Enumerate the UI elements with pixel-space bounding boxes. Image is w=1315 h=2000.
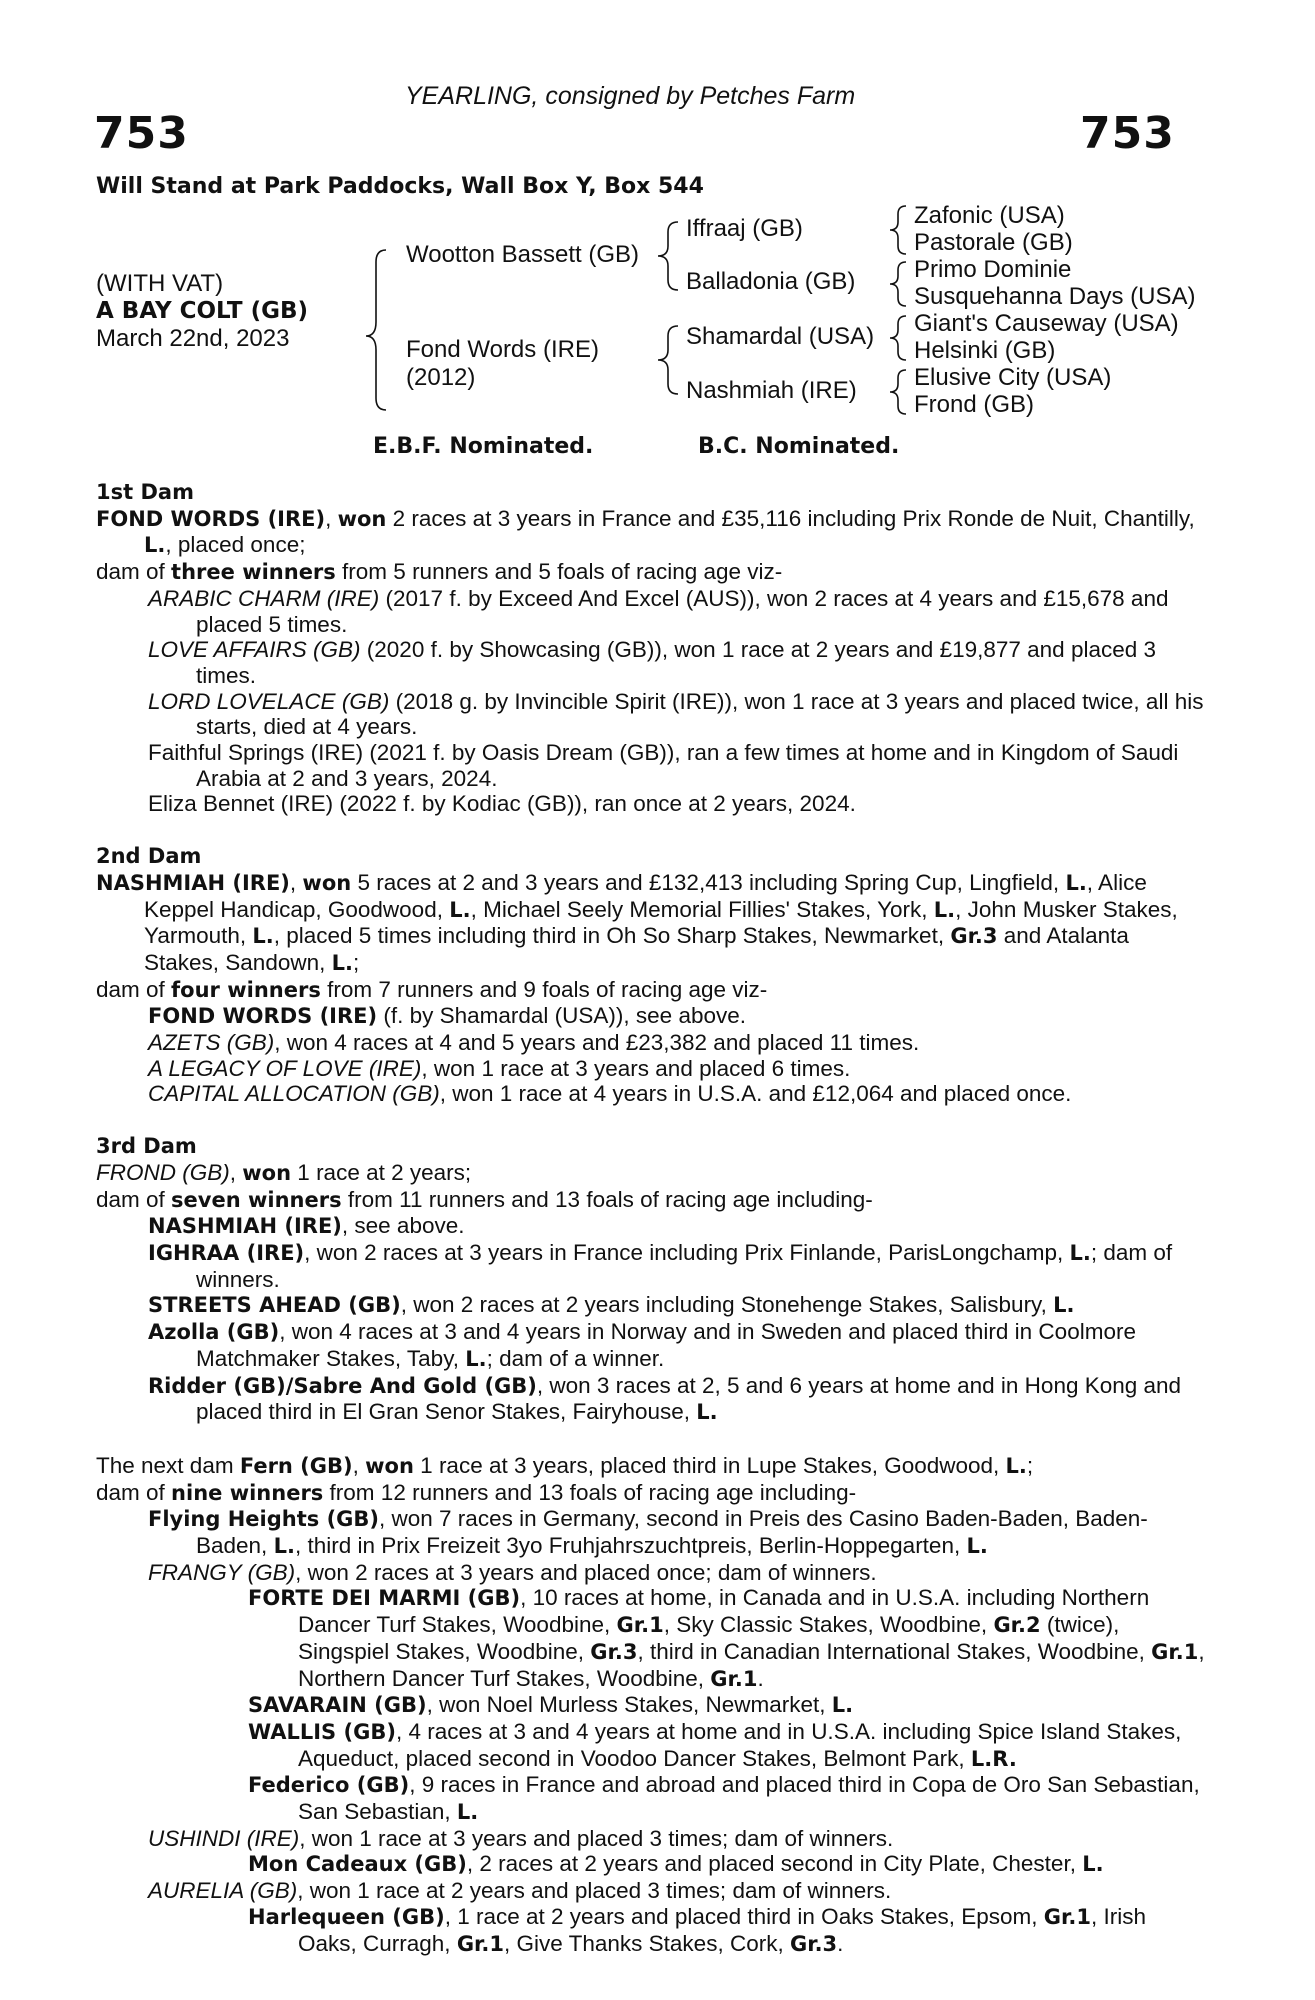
produce-item xyxy=(96,1003,1206,1030)
produce-name: ARABIC CHARM (IRE) xyxy=(148,585,380,611)
first-dam-produce-summary xyxy=(96,559,1206,586)
produce-text: , won 1 race at 4 years in U.S.A. and £12,064 and placed once. xyxy=(439,1081,1072,1107)
listed-marker: L.R. xyxy=(970,1746,1017,1771)
produce-text: , won 4 races at 3 and 4 years in Norway and in Sweden and placed third in Coolmore Matchmaker Stakes, Taby, xyxy=(196,1319,1136,1371)
grandproduce-item xyxy=(96,1904,1206,1957)
won-label: won xyxy=(242,1160,292,1185)
listed-marker: L. xyxy=(1082,1852,1104,1877)
ebf-nomination: E.B.F. Nominated. xyxy=(373,434,594,459)
pedigree-sdd: Susquehanna Days (USA) xyxy=(914,283,1196,310)
record-text: and Atalanta Stakes, Sandown, xyxy=(144,923,1129,975)
won-label: won xyxy=(337,506,387,531)
summary-text: dam of xyxy=(96,1479,172,1505)
listed-marker: L. xyxy=(966,1534,988,1559)
produce-text: , 4 races at 3 and 4 years at home and in U.S.A. including Spice Island Stakes, Aqueduct, placed second in Voodoo Dancer Stakes, Belmont Park, xyxy=(298,1718,1182,1771)
produce-text: ; dam of winners. xyxy=(196,1239,1173,1292)
produce-name: Mon Cadeaux (GB) xyxy=(248,1852,467,1877)
catalogue-body xyxy=(96,480,1206,1957)
pedigree-dss: Giant's Causeway (USA) xyxy=(914,310,1179,337)
produce-text: , won 1 race at 3 years and placed 3 times; dam of winners. xyxy=(299,1825,894,1851)
listed-marker: L. xyxy=(144,533,166,558)
produce-item xyxy=(96,1056,1206,1082)
produce-item xyxy=(96,1319,1206,1372)
dam-name: NASHMIAH (IRE) xyxy=(96,870,290,895)
produce-item xyxy=(96,637,1206,688)
listed-marker: L. xyxy=(331,950,353,975)
produce-item: Faithful Springs (IRE) (2021 f. by Oasis Dream (GB)), ran a few times at home and in Kingdom of Saudi Arabia at 2 and 3 years, 2024. xyxy=(148,740,1179,791)
pedigree-ddd: Frond (GB) xyxy=(914,391,1035,418)
record-text: , Michael Seely Memorial Fillies' Stakes, York, xyxy=(470,896,934,922)
pedigree-brackets xyxy=(0,0,1315,420)
listed-marker: L. xyxy=(1065,870,1087,895)
produce-item xyxy=(96,586,1206,637)
listed-marker: L. xyxy=(465,1346,487,1371)
dam-name: FOND WORDS (IRE) xyxy=(96,506,326,531)
produce-text: ; dam of a winner. xyxy=(486,1345,665,1371)
group-marker: Gr.3 xyxy=(789,1931,838,1956)
produce-name: Harlequeen (GB) xyxy=(248,1904,445,1929)
produce-name: STREETS AHEAD (GB) xyxy=(148,1293,401,1318)
record-text: , xyxy=(229,1159,243,1185)
produce-name: Azolla (GB) xyxy=(148,1320,280,1345)
produce-item xyxy=(96,1878,1206,1904)
group-marker: Gr.1 xyxy=(456,1931,505,1956)
produce-text: , won 2 races at 3 years in France including Prix Finlande, ParisLongchamp, xyxy=(304,1239,1070,1265)
next-dam-record xyxy=(96,1453,1206,1480)
produce-item xyxy=(96,1030,1206,1056)
lot-number-right: 753 xyxy=(1080,108,1175,159)
produce-text: , won 7 races in Germany, second in Preis des Casino Baden-Baden, Baden-Baden, xyxy=(196,1506,1148,1559)
horse-name: A BAY COLT (GB) xyxy=(96,298,309,324)
third-dam-record xyxy=(96,1160,1206,1187)
grandproduce-item xyxy=(96,1772,1206,1825)
summary-text: dam of xyxy=(96,559,172,585)
vat-note: (WITH VAT) xyxy=(96,270,224,297)
produce-item xyxy=(96,1292,1206,1319)
listed-marker: L. xyxy=(831,1693,854,1718)
produce-text: , won 2 races at 2 years including Stonehenge Stakes, Salisbury, xyxy=(400,1292,1054,1318)
record-text: The next dam xyxy=(96,1452,240,1478)
summary-text: from 5 runners and 5 foals of racing age viz- xyxy=(335,559,783,585)
produce-text: , 9 races in France and abroad and placed third in Copa de Oro San Sebastian, San Sebastian, xyxy=(298,1772,1200,1825)
group-marker: Gr.1 xyxy=(1151,1639,1199,1664)
summary-text: dam of xyxy=(96,1186,172,1212)
grandproduce-item xyxy=(96,1719,1206,1772)
listed-marker: L. xyxy=(696,1400,718,1425)
produce-text: , won 1 race at 3 years and placed 6 times. xyxy=(421,1055,851,1081)
produce-name: Ridder (GB)/Sabre And Gold (GB) xyxy=(148,1373,537,1398)
produce-name: Flying Heights (GB) xyxy=(148,1507,380,1532)
produce-item xyxy=(96,1826,1206,1852)
listed-marker: L. xyxy=(1005,1453,1027,1478)
group-marker: Gr.1 xyxy=(710,1666,758,1691)
produce-text: , won 2 races at 3 years and placed once; dam of winners. xyxy=(295,1559,877,1585)
produce-item xyxy=(96,1506,1206,1559)
produce-text: , 1 race at 2 years and placed third in Oaks Stakes, Epsom, xyxy=(444,1903,1044,1929)
group-marker: Gr.3 xyxy=(590,1639,638,1664)
produce-name: NASHMIAH (IRE) xyxy=(148,1214,342,1239)
grandproduce-item xyxy=(96,1585,1206,1692)
winners-count: four winners xyxy=(171,977,321,1002)
produce-text: , Give Thanks Stakes, Cork, xyxy=(504,1930,790,1956)
pedigree-dam-year: (2012) xyxy=(406,364,476,391)
listed-marker: L. xyxy=(933,897,956,922)
third-dam-heading: 3rd Dam xyxy=(96,1134,197,1159)
first-dam-record: FOND WORDS (IRE), won 2 races at 3 years in France and £35,116 including Prix Ronde de Nuit, Chantilly, L., placed once; xyxy=(96,505,1195,558)
produce-text: , won 1 race at 2 years and placed 3 times; dam of winners. xyxy=(297,1878,892,1904)
pedigree-dds: Elusive City (USA) xyxy=(914,364,1112,391)
produce-text: , third in Prix Freizeit 3yo Fruhjahrszuchtpreis, Berlin-Hoppegarten, xyxy=(294,1533,967,1559)
produce-item xyxy=(96,1213,1206,1240)
group-marker: Gr.2 xyxy=(993,1613,1041,1638)
produce-text: (f. by Shamardal (USA)), see above. xyxy=(377,1003,746,1029)
produce-text: (2020 f. by Showcasing (GB)), won 1 race at 2 years and £19,877 and placed 3 times. xyxy=(196,637,1157,688)
dam-name: Fern (GB) xyxy=(239,1453,353,1478)
record-text: , John Musker Stakes, Yarmouth, xyxy=(144,896,1178,949)
produce-name: USHINDI (IRE) xyxy=(148,1825,300,1851)
produce-text: , Sky Classic Stakes, Woodbine, xyxy=(663,1612,994,1638)
record-text: ; xyxy=(1026,1452,1034,1478)
produce-name: FORTE DEI MARMI (GB) xyxy=(248,1586,521,1611)
won-label: won xyxy=(365,1453,414,1478)
pedigree-dsd: Helsinki (GB) xyxy=(914,337,1056,364)
summary-text: from 7 runners and 9 foals of racing age viz- xyxy=(320,976,768,1002)
produce-name: CAPITAL ALLOCATION (GB) xyxy=(148,1081,440,1107)
listed-marker: L. xyxy=(252,924,274,949)
first-dam-heading: 1st Dam xyxy=(96,480,194,504)
produce-item xyxy=(96,1240,1206,1292)
produce-name: AURELIA (GB) xyxy=(148,1878,298,1904)
record-text: , placed once; xyxy=(165,532,306,558)
group-marker: Gr.1 xyxy=(1043,1904,1091,1929)
bc-nomination: B.C. Nominated. xyxy=(698,434,900,459)
record-text: 2 races at 3 years in France and £35,116 including Prix Ronde de Nuit, Chantilly, xyxy=(386,505,1195,531)
consignor-heading: YEARLING, consigned by Petches Farm xyxy=(405,82,856,110)
produce-item xyxy=(96,1373,1206,1426)
summary-text: from 12 runners and 13 foals of racing age including- xyxy=(323,1479,857,1505)
winners-count: nine winners xyxy=(171,1480,324,1505)
dam-name: FROND (GB) xyxy=(96,1159,230,1185)
produce-text: . xyxy=(757,1665,764,1691)
grandproduce-item xyxy=(96,1851,1206,1878)
record-text: , placed 5 times including third in Oh So Sharp Stakes, Newmarket, xyxy=(273,923,951,949)
produce-name: IGHRAA (IRE) xyxy=(148,1240,305,1265)
record-text: , Alice Keppel Handicap, Goodwood, xyxy=(144,869,1147,922)
pedigree-sire-sire: Iffraaj (GB) xyxy=(686,215,803,242)
pedigree-sss: Zafonic (USA) xyxy=(914,202,1065,229)
group-marker: Gr.3 xyxy=(950,924,998,949)
produce-item xyxy=(96,1081,1206,1107)
pedigree-sire-dam: Balladonia (GB) xyxy=(686,268,856,295)
produce-text: , Irish Oaks, Curragh, xyxy=(298,1903,1146,1956)
produce-text: , 2 races at 2 years and placed second in City Plate, Chester, xyxy=(466,1851,1083,1877)
produce-text: , 10 races at home, in Canada and in U.S.A. including Northern Dancer Turf Stakes, Woodbine, xyxy=(298,1585,1150,1638)
grandproduce-item xyxy=(96,1692,1206,1719)
produce-text: (2017 f. by Exceed And Excel (AUS)), won 2 races at 4 years and £15,678 and placed 5 times. xyxy=(196,585,1169,637)
produce-text: , won 4 races at 4 and 5 years and £23,382 and placed 11 times. xyxy=(274,1030,920,1056)
produce-item xyxy=(96,689,1206,740)
produce-name: LORD LOVELACE (GB) xyxy=(148,688,390,714)
third-dam-produce-summary xyxy=(96,1187,1206,1214)
stand-location: Will Stand at Park Paddocks, Wall Box Y, Box 544 xyxy=(96,174,704,199)
next-dam-produce-summary xyxy=(96,1480,1206,1507)
produce-name: AZETS (GB) xyxy=(148,1030,275,1056)
produce-text: (twice), Singspiel Stakes, Woodbine, xyxy=(298,1612,1120,1664)
pedigree-dam-sire: Shamardal (USA) xyxy=(686,323,875,350)
produce-item: Eliza Bennet (IRE) (2022 f. by Kodiac (GB)), ran once at 2 years, 2024. xyxy=(148,791,856,817)
produce-name: LOVE AFFAIRS (GB) xyxy=(148,637,361,663)
produce-name: Federico (GB) xyxy=(248,1773,410,1798)
produce-text: (2018 g. by Invincible Spirit (IRE)), won 1 race at 3 years and placed twice, all his starts, died at 4 years. xyxy=(196,688,1204,740)
pedigree-dam-dam: Nashmiah (IRE) xyxy=(686,377,857,404)
listed-marker: L. xyxy=(456,1800,479,1825)
record-text: , xyxy=(352,1452,366,1478)
record-text: 1 race at 2 years; xyxy=(291,1159,472,1185)
pedigree-sire: Wootton Bassett (GB) xyxy=(406,241,639,268)
produce-text: , see above. xyxy=(341,1213,465,1239)
produce-text: , Northern Dancer Turf Stakes, Woodbine, xyxy=(298,1638,1205,1691)
record-text: ; xyxy=(352,949,360,975)
summary-text: dam of xyxy=(96,976,172,1002)
produce-name: SAVARAIN (GB) xyxy=(248,1693,427,1718)
lot-number-left: 753 xyxy=(94,108,189,159)
produce-text: , third in Canadian International Stakes, Woodbine, xyxy=(637,1638,1152,1664)
produce-item xyxy=(96,1560,1206,1586)
second-dam-record: NASHMIAH (IRE), won 5 races at 2 and 3 years and £132,413 including Spring Cup, Lingfield, L., Alice Keppel Handicap, Goodwood, L., Michael Seely Memorial Fillies' Stakes, York, L., John Musker Stakes, Yarmouth, L., placed 5 times including third in Oh So Sharp Stakes, Newmarket, Gr.3 and Atalanta Stakes, Sandown, L.; xyxy=(96,869,1178,975)
second-dam-heading: 2nd Dam xyxy=(96,844,202,869)
foaling-date: March 22nd, 2023 xyxy=(96,325,290,352)
listed-marker: L. xyxy=(273,1534,295,1559)
produce-text: , won Noel Murless Stakes, Newmarket, xyxy=(426,1692,832,1718)
second-dam-produce-summary xyxy=(96,977,1206,1004)
pedigree-sds: Primo Dominie xyxy=(914,256,1072,283)
summary-text: from 11 runners and 13 foals of racing age including- xyxy=(341,1186,873,1212)
group-marker: Gr.1 xyxy=(616,1613,664,1638)
listed-marker: L. xyxy=(449,897,471,922)
produce-name: A LEGACY OF LOVE (IRE) xyxy=(148,1055,422,1081)
listed-marker: L. xyxy=(1053,1293,1075,1318)
winners-count: seven winners xyxy=(171,1187,342,1212)
winners-count: three winners xyxy=(171,560,336,585)
produce-name: WALLIS (GB) xyxy=(248,1719,396,1744)
record-text: 1 race at 3 years, placed third in Lupe Stakes, Goodwood, xyxy=(413,1452,1006,1478)
record-text: 5 races at 2 and 3 years and £132,413 including Spring Cup, Lingfield, xyxy=(351,869,1066,895)
won-label: won xyxy=(302,870,352,895)
produce-text: . xyxy=(837,1930,844,1956)
listed-marker: L. xyxy=(1069,1240,1091,1265)
pedigree-ssd: Pastorale (GB) xyxy=(914,229,1073,256)
produce-name: FRANGY (GB) xyxy=(148,1559,296,1585)
pedigree-dam: Fond Words (IRE) xyxy=(406,336,599,363)
produce-name: FOND WORDS (IRE) xyxy=(148,1004,378,1029)
produce-text: , won 3 races at 2, 5 and 6 years at home and in Hong Kong and placed third in El Gran Senor Stakes, Fairyhouse, xyxy=(196,1372,1182,1425)
